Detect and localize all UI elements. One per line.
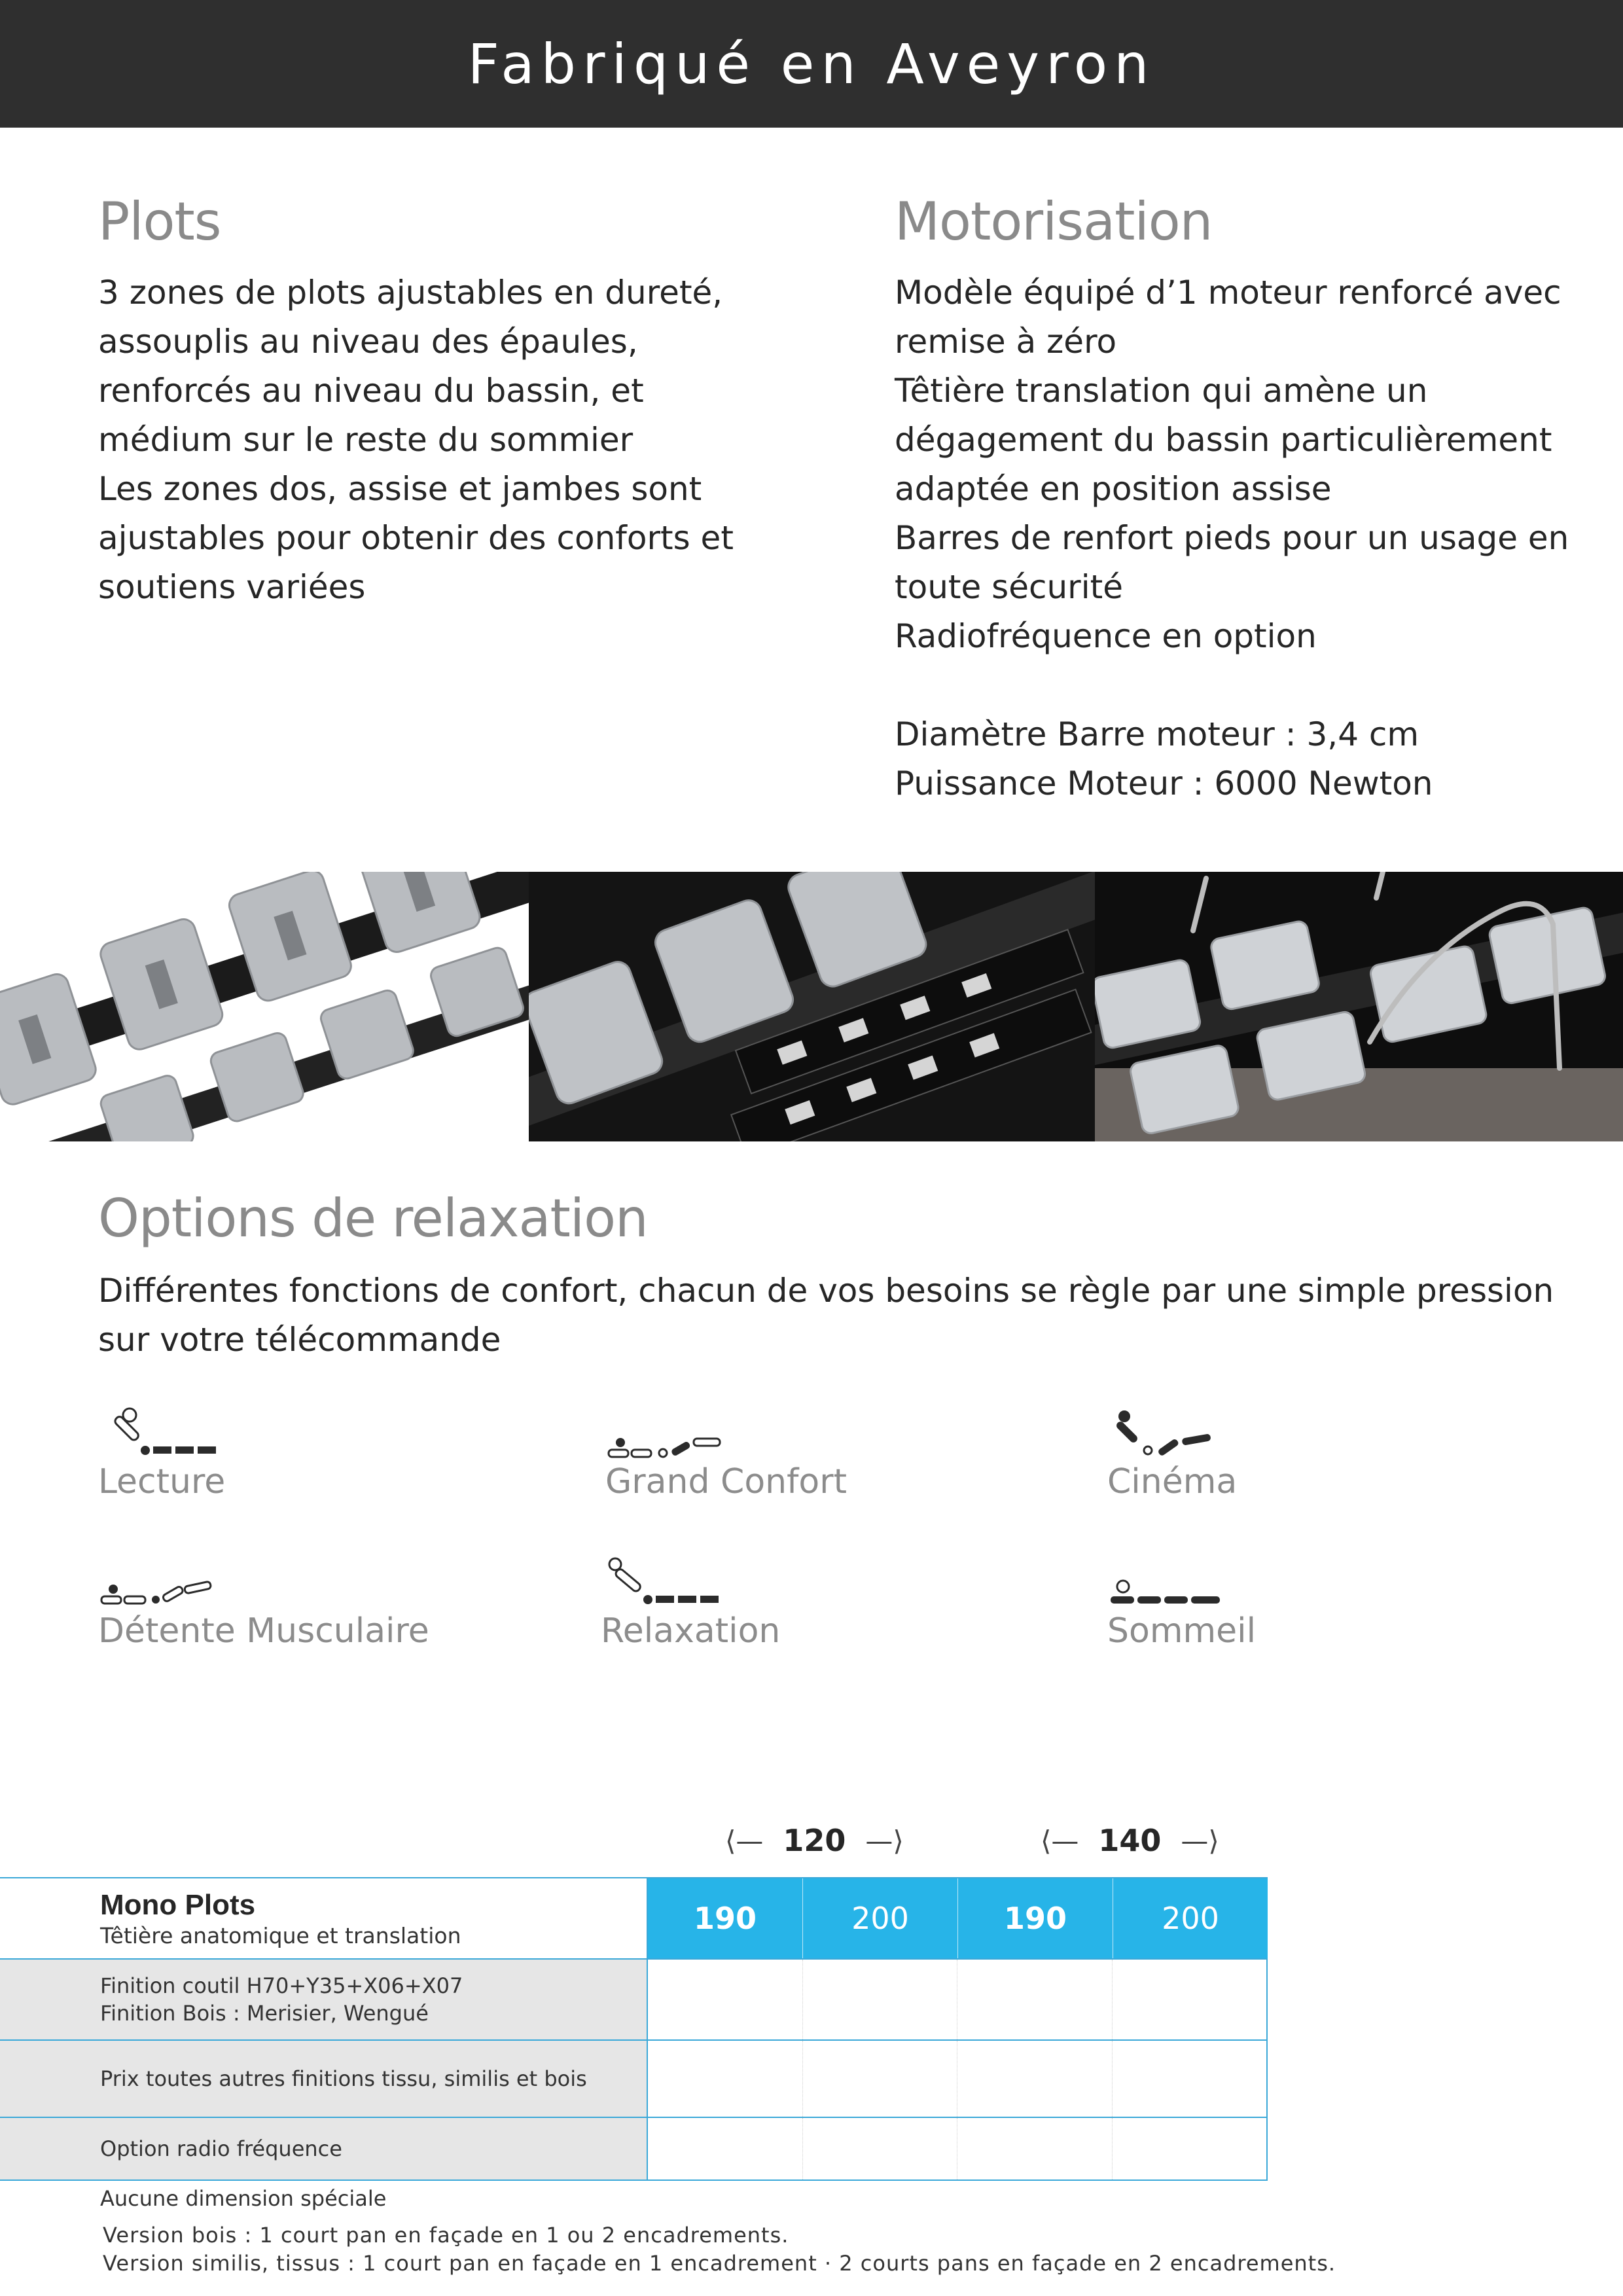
row-label: Finition coutil H70+Y35+X06+X07 <box>100 1973 463 1998</box>
width-value: 140 <box>1098 1823 1162 1858</box>
table-header-row <box>0 1877 1268 1960</box>
plots-line: 3 zones de plots ajustables en dureté, <box>98 274 723 312</box>
length-header: 190 <box>648 1878 803 1958</box>
length-header: 190 <box>958 1878 1113 1958</box>
motorisation-line: Têtière translation qui amène un <box>895 372 1428 410</box>
option-label: Détente Musculaire <box>98 1611 429 1651</box>
relaxation-position-icon <box>601 1556 719 1609</box>
option-lecture <box>98 1407 225 1501</box>
option-label: Grand Confort <box>605 1462 847 1501</box>
motorisation-line: remise à zéro <box>895 323 1117 361</box>
price-cell <box>648 1960 803 2039</box>
motorisation-description <box>895 268 1569 808</box>
plots-line: soutiens variées <box>98 568 366 606</box>
option-cinema <box>1107 1407 1237 1501</box>
plots-description <box>98 268 734 612</box>
product-subtitle: Têtière anatomique et translation <box>100 1922 461 1948</box>
price-cell <box>803 2041 958 2117</box>
arrow-left-icon: ⟨— <box>1041 1824 1079 1857</box>
motor-power-spec: Puissance Moteur : 6000 Newton <box>895 764 1433 802</box>
version-note: Version similis, tissus : 1 court pan en façade en 1 encadrement · 2 courts pans en façade en 2 encadrements. <box>103 2251 1336 2276</box>
option-detente-musculaire <box>98 1556 429 1651</box>
price-cell <box>957 1960 1113 2039</box>
row-label: Prix toutes autres finitions tissu, similis et bois <box>100 2066 587 2091</box>
arrow-right-icon: —⟩ <box>865 1824 904 1857</box>
plots-line: Les zones dos, assise et jambes sont <box>98 470 702 508</box>
table-row <box>0 1960 1268 2041</box>
price-cell <box>1113 2118 1268 2179</box>
product-cell <box>0 1878 648 1958</box>
version-note: Version bois : 1 court pan en façade en 1 ou 2 encadrements. <box>103 2223 789 2248</box>
motorisation-line: Barres de renfort pieds pour un usage en <box>895 519 1569 557</box>
product-title: Mono Plots <box>100 1888 256 1921</box>
footnotes <box>100 2186 1336 2278</box>
width-120-indicator <box>705 1821 923 1860</box>
sleep-position-icon <box>1107 1556 1225 1609</box>
width-140-indicator <box>1021 1821 1239 1860</box>
motorisation-line: dégagement du bassin particulièrement <box>895 421 1552 459</box>
option-label: Sommeil <box>1107 1611 1257 1651</box>
plots-line: assouplis au niveau des épaules, <box>98 323 638 361</box>
price-cell <box>803 1960 958 2039</box>
row-label: Finition Bois : Merisier, Wengué <box>100 2001 429 2026</box>
motorisation-title: Motorisation <box>895 191 1213 252</box>
price-cell <box>648 2118 803 2179</box>
plots-photo-white <box>0 872 529 1141</box>
motorisation-line: adaptée en position assise <box>895 470 1332 508</box>
motorisation-line: toute sécurité <box>895 568 1123 606</box>
no-special-dimension-note: Aucune dimension spéciale <box>100 2186 387 2211</box>
relaxation-intro: Différentes fonctions de confort, chacun de vos besoins se règle par une simple pression sur votre télécommande <box>98 1272 1554 1359</box>
price-cell <box>648 2041 803 2117</box>
option-sommeil <box>1107 1556 1256 1651</box>
length-header: 200 <box>803 1878 958 1958</box>
muscle-relax-position-icon <box>98 1556 216 1609</box>
motorisation-line: Modèle équipé d’1 moteur renforcé avec <box>895 274 1561 312</box>
cinema-position-icon <box>1107 1407 1225 1460</box>
price-cell <box>957 2118 1113 2179</box>
motorisation-line: Radiofréquence en option <box>895 617 1317 655</box>
page-header <box>0 0 1623 128</box>
option-relaxation <box>601 1556 780 1651</box>
plots-line: ajustables pour obtenir des conforts et <box>98 519 734 557</box>
table-row <box>0 2041 1268 2118</box>
page-title: Fabriqué en Aveyron <box>467 31 1156 96</box>
plots-photo-dark <box>529 872 1095 1141</box>
plots-title: Plots <box>98 191 221 252</box>
row-label: Option radio fréquence <box>100 2136 342 2161</box>
price-table <box>0 1877 1268 2181</box>
price-cell <box>957 2041 1113 2117</box>
reading-position-icon <box>98 1407 216 1460</box>
plots-line: renforcés au niveau du bassin, et <box>98 372 644 410</box>
width-value: 120 <box>783 1823 846 1858</box>
motor-diameter-spec: Diamètre Barre moteur : 3,4 cm <box>895 715 1419 753</box>
option-grand-confort <box>605 1407 847 1501</box>
price-cell <box>803 2118 958 2179</box>
product-photo-strip <box>0 872 1623 1141</box>
arrow-right-icon: —⟩ <box>1181 1824 1219 1857</box>
table-row <box>0 2118 1268 2181</box>
grand-comfort-position-icon <box>605 1407 723 1460</box>
motor-photo <box>1095 872 1623 1141</box>
price-cell <box>1113 2041 1268 2117</box>
option-label: Cinéma <box>1107 1462 1238 1501</box>
option-label: Lecture <box>98 1462 226 1501</box>
option-label: Relaxation <box>601 1611 781 1651</box>
plots-line: médium sur le reste du sommier <box>98 421 633 459</box>
arrow-left-icon: ⟨— <box>725 1824 764 1857</box>
relaxation-title: Options de relaxation <box>98 1188 648 1249</box>
price-cell <box>1113 1960 1268 2039</box>
length-header: 200 <box>1113 1878 1268 1958</box>
